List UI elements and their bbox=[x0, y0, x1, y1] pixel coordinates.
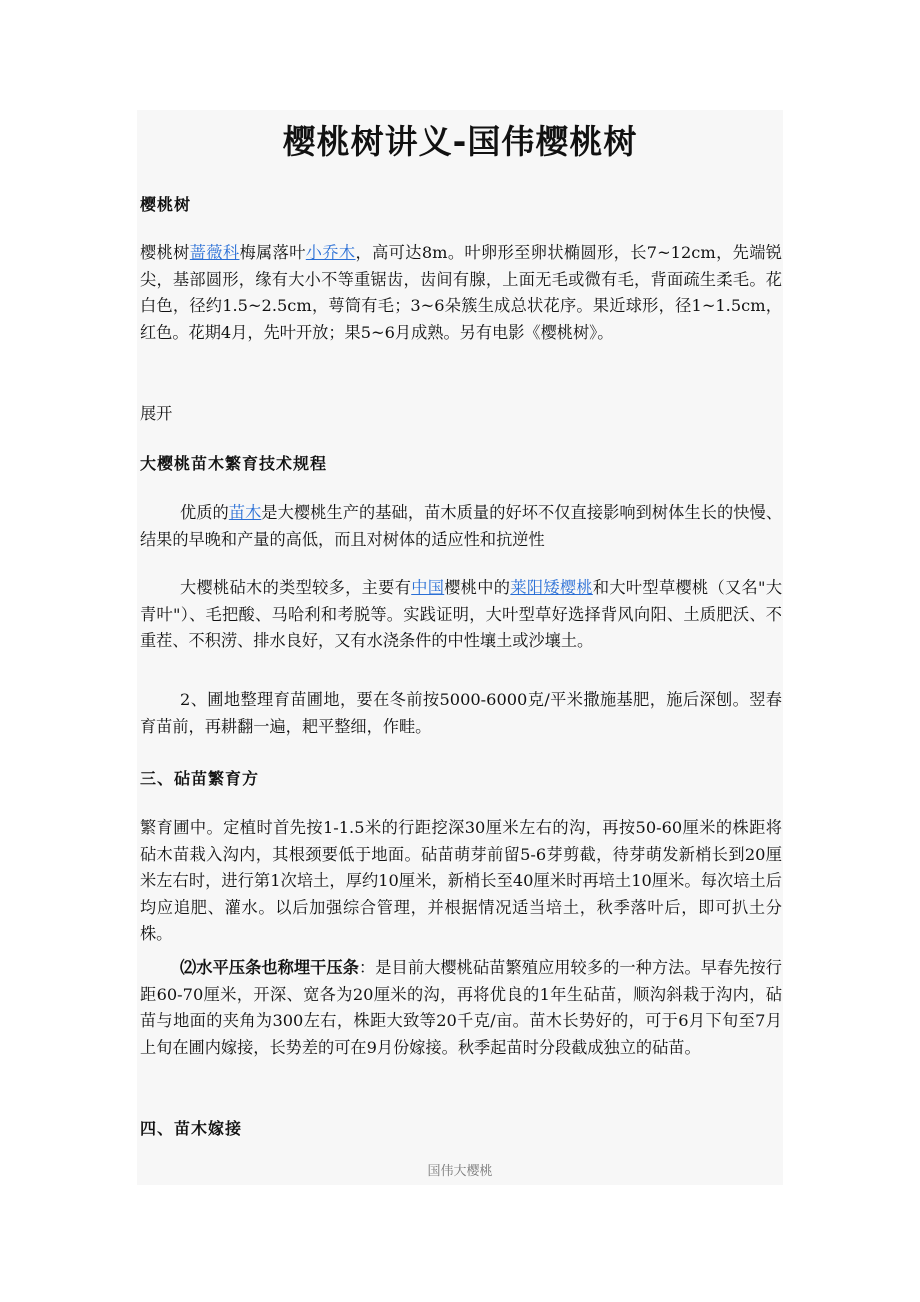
section-heading-grafting: 四、苗木嫁接 bbox=[140, 1119, 243, 1138]
text-span: 和大叶型草樱桃（又名"大青叶"）、毛把酸、马哈利和考脱等。实践证明，大叶型草好选择背风向阳、土质肥沃、不重茬、不积涝、排水良好，又有水浇条件的中性壤土或沙壤土。 bbox=[140, 578, 783, 650]
section-heading-seedling-rules: 大樱桃苗木繁育技术规程 bbox=[140, 454, 328, 473]
bold-term-horizontal-layering: ⑵水平压条也称埋干压条 bbox=[180, 958, 359, 977]
paragraph-cherry-description bbox=[140, 240, 782, 346]
expand-link[interactable]: 展开 bbox=[140, 404, 173, 423]
paragraph-quality-seedlings bbox=[140, 500, 782, 553]
text-span: 梅属落叶 bbox=[239, 243, 306, 262]
text-span: 樱桃树 bbox=[140, 243, 190, 262]
paragraph-breeding-nursery: 繁育圃中。定植时首先按1-1.5米的行距挖深30厘米左右的沟，再按50-60厘米的株距将砧木苗栽入沟内，其根颈要低于地面。砧苗萌芽前留5-6芽剪截，待芽萌发新梢长到20厘米左右时，进行第1次培土，厚约10厘米，新梢长至40厘米时再培土10厘米。每次培土后均应追肥、灌水。以后加强综合管理，并根据情况适当培土，秋季落叶后，即可扒土分株。 bbox=[140, 818, 782, 943]
text-span: 樱桃中的 bbox=[444, 578, 511, 597]
paragraph-rootstock-types bbox=[140, 575, 782, 655]
text-span: 大樱桃砧木的类型较多，主要有 bbox=[180, 578, 412, 597]
paragraph-nursery-preparation: 2、圃地整理育苗圃地，要在冬前按5000-6000克/平米撒施基肥，施后深刨。翌春育苗前，再耕翻一遍，耙平整细，作畦。 bbox=[140, 690, 782, 736]
section-heading-cherry-tree: 樱桃树 bbox=[140, 195, 192, 214]
document-title: 樱桃树讲义-国伟樱桃树 bbox=[282, 122, 638, 161]
text-span: ：是目前大樱桃砧苗繁殖应用较多的一种方法。早春先按行距60-70厘米，开深、宽各为20厘米的沟，再将优良的1年生砧苗，顺沟斜栽于沟内，砧苗与地面的夹角为300左右，株距大致等20千克/亩。苗木长势好的，可于6月下旬至7月上旬在圃内嫁接，长势差的可在9月份嫁接。秋季起苗时分段截成独立的砧苗。 bbox=[140, 958, 782, 1057]
section-heading-rootstock-breeding: 三、砧苗繁育方 bbox=[140, 769, 260, 788]
paragraph-horizontal-layering bbox=[140, 955, 782, 1061]
text-span: 是大樱桃生产的基础，苗木质量的好坏不仅直接影响到树体生长的快慢、结果的早晚和产量的高低，而且对树体的适应性和抗逆性 bbox=[140, 503, 783, 549]
link-small-tree[interactable]: 小乔木 bbox=[305, 243, 356, 262]
text-span: ，高可达8m。叶卵形至卵状椭圆形，长7~12cm，先端锐尖，基部圆形，缘有大小不等重锯齿，齿间有腺，上面无毛或微有毛，背面疏生柔毛。花白色，径约1.5~2.5cm，萼筒有毛；3~6朵簇生成总状花序。果近球形，径1~1.5cm，红色。花期4月，先叶开放；果5~6月成熟。另有电影《樱桃树》。 bbox=[140, 243, 782, 342]
text-span: 优质的 bbox=[180, 503, 229, 522]
link-seedlings[interactable]: 苗木 bbox=[228, 503, 262, 522]
link-china[interactable]: 中国 bbox=[411, 578, 445, 597]
page-footer: 国伟大樱桃 bbox=[427, 1164, 493, 1179]
link-laiyang-dwarf-cherry[interactable]: 莱阳矮樱桃 bbox=[510, 578, 593, 597]
link-rosaceae[interactable]: 蔷薇科 bbox=[189, 243, 240, 262]
document-page bbox=[137, 110, 783, 1185]
